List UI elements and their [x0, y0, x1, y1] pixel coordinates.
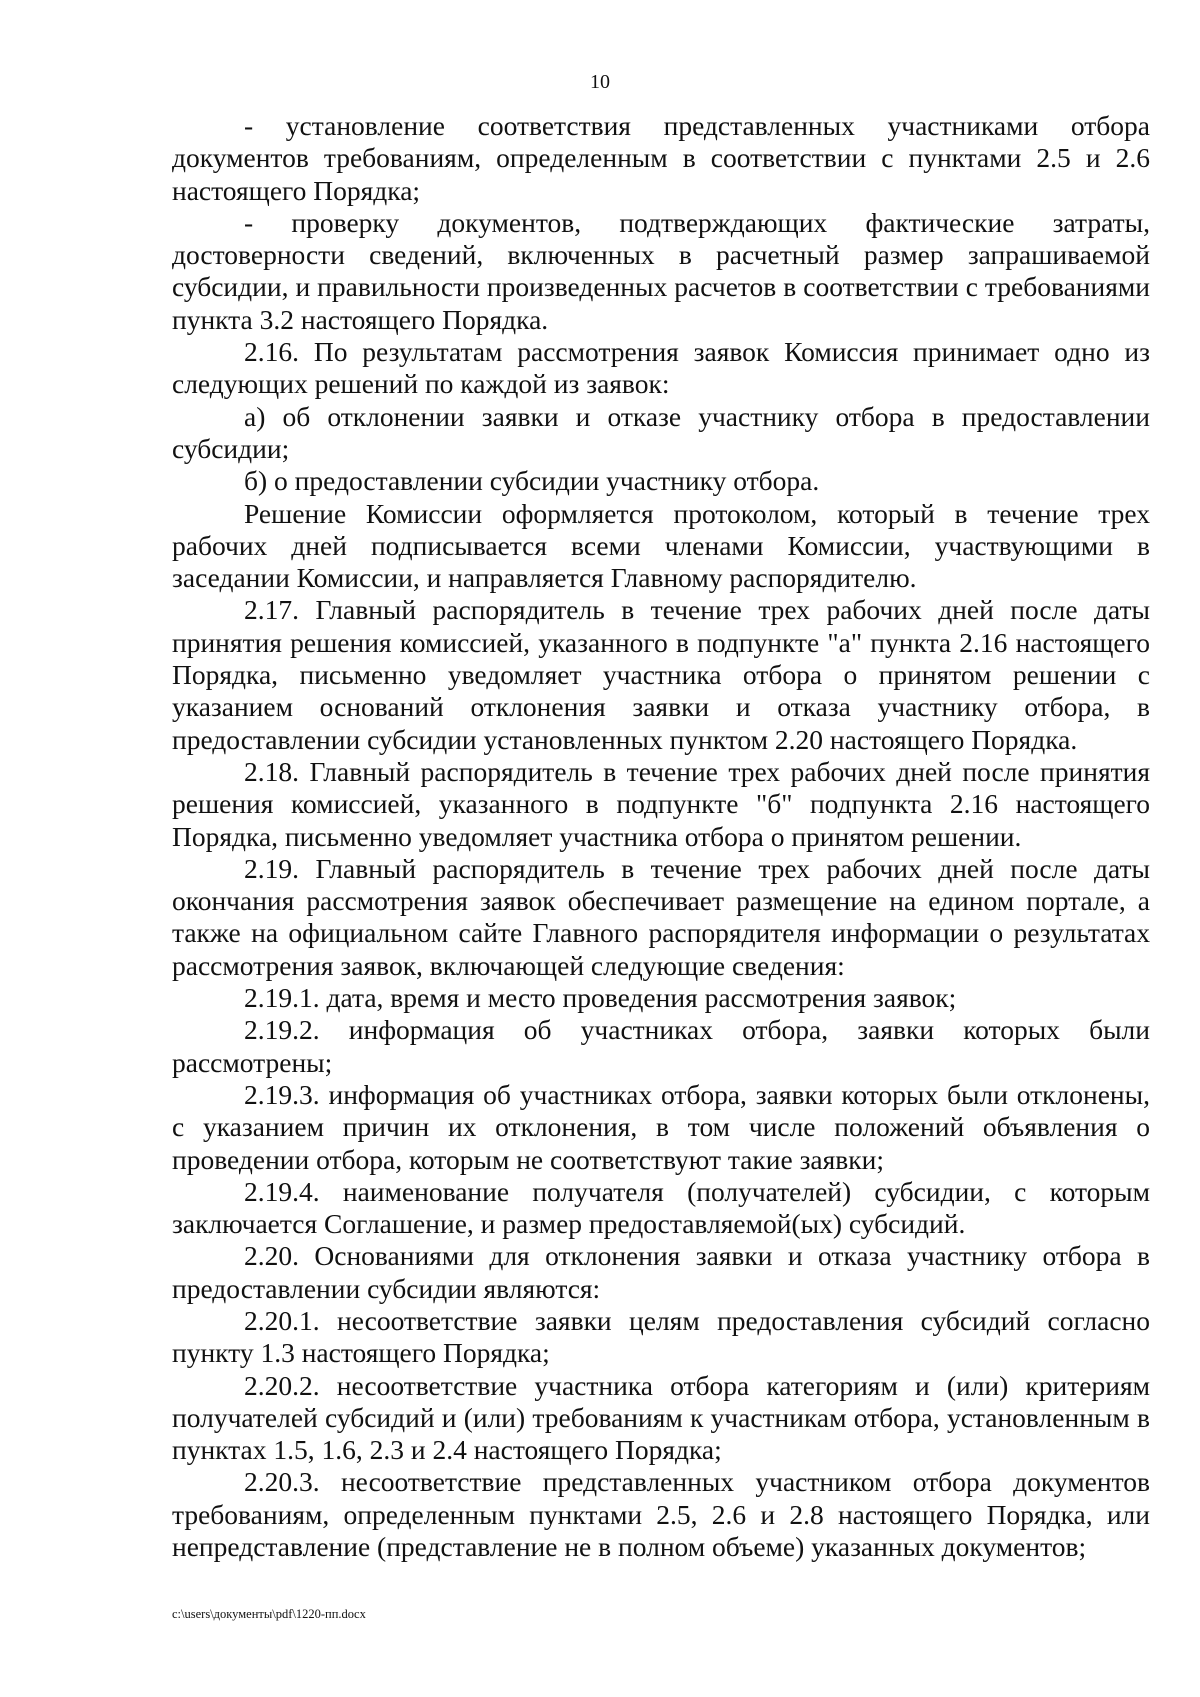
paragraph: 2.19.2. информация об участниках отбора, заявки которых были рассмотрены; — [172, 1014, 1150, 1078]
paragraph: - установление соответствия представленных участниками отбора документов требованиям, определенным в соответствии с пунктами 2.5 и 2.6 настоящего Порядка; — [172, 110, 1150, 206]
paragraph: 2.19. Главный распорядитель в течение трех рабочих дней после даты окончания рассмотрения заявок обеспечивает размещение на едином портале, а также на официальном сайте Главного распорядителя информации о результатах рассмотрения заявок, включающей следующие сведения: — [172, 852, 1150, 981]
paragraph: 2.19.1. дата, время и место проведения рассмотрения заявок; — [244, 982, 957, 1014]
paragraph: 2.20. Основаниями для отклонения заявки и отказа участнику отбора в предоставлении субсидии являются: — [172, 1240, 1150, 1304]
paragraph: 2.18. Главный распорядитель в течение трех рабочих дней после принятия решения комиссией, указанного в подпункте "б" подпункта 2.16 настоящего Порядка, письменно уведомляет участника отбора о принятом решении. — [172, 755, 1150, 852]
document-body — [172, 110, 1150, 1563]
paragraph: а) об отклонении заявки и отказе участнику отбора в предоставлении субсидии; — [172, 400, 1150, 464]
paragraph: 2.20.1. несоответствие заявки целям предоставления субсидий согласно пункту 1.3 настоящего Порядка; — [172, 1304, 1150, 1369]
paragraph: 2.20.3. несоответствие представленных участником отбора документов требованиям, определенным пунктами 2.5, 2.6 и 2.8 настоящего Порядка, или непредставление (представление не в полном объеме) указанных документов; — [172, 1466, 1150, 1563]
paragraph: 2.19.4. наименование получателя (получателей) субсидии, с которым заключается Соглашение, и размер предоставляемой(ых) субсидий. — [172, 1175, 1150, 1240]
page-number: 10 — [590, 71, 610, 93]
paragraph: 2.19.3. информация об участниках отбора, заявки которых были отклонены, с указанием причин их отклонения, в том числе положений объявления о проведении отбора, которым не соответствуют такие заявки; — [172, 1078, 1150, 1175]
paragraph: - проверку документов, подтверждающих фактические затраты, достоверности сведений, включенных в расчетный размер запрашиваемой субсидии, и правильности произведенных расчетов в соответствии с требованиями пункта 3.2 настоящего Порядка. — [172, 206, 1150, 335]
paragraph: 2.20.2. несоответствие участника отбора категориям и (или) критериям получателей субсидий и (или) требованиям к участникам отбора, установленным в пунктах 1.5, 1.6, 2.3 и 2.4 настоящего Порядка; — [172, 1369, 1150, 1466]
paragraph: Решение Комиссии оформляется протоколом, который в течение трех рабочих дней подписывается всеми членами Комиссии, участвующими в заседании Комиссии, и направляется Главному распорядителю. — [172, 497, 1150, 594]
footer-file-path: c:\users\документы\pdf\1220-пп.docx — [172, 1607, 366, 1621]
paragraph: 2.17. Главный распорядитель в течение трех рабочих дней после даты принятия решения комиссией, указанного в подпункте "а" пункта 2.16 настоящего Порядка, письменно уведомляет участника отбора о принятом решении с указанием оснований отклонения заявки и отказа участнику отбора, в предоставлении субсидии установленных пунктом 2.20 настоящего Порядка. — [172, 594, 1150, 755]
paragraph: б) о предоставлении субсидии участнику отбора. — [244, 465, 820, 497]
paragraph: 2.16. По результатам рассмотрения заявок Комиссия принимает одно из следующих решений по каждой из заявок: — [172, 336, 1150, 400]
